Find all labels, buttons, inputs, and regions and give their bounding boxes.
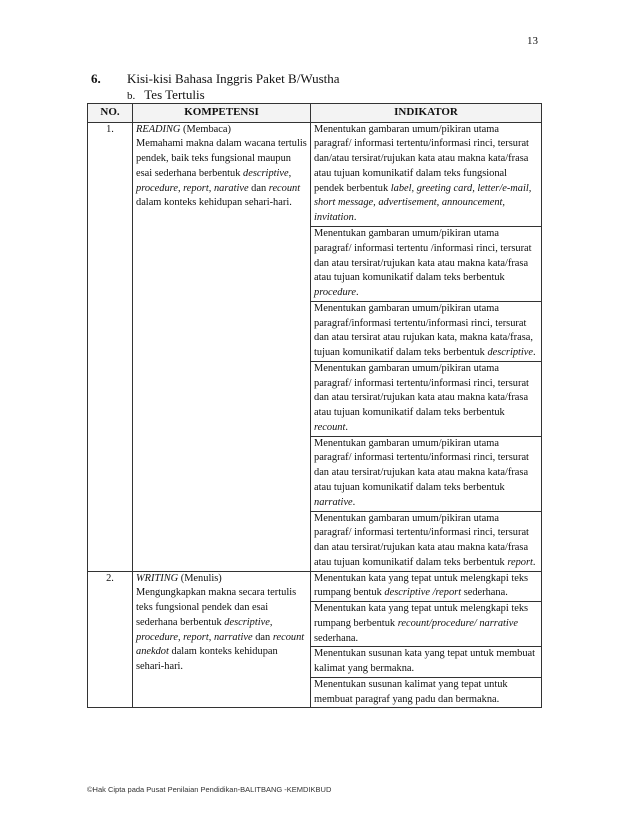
indikator-text: Menentukan kata yang tepat untuk melengkapi teks rumpang bentuk <box>314 572 529 599</box>
text-type: report <box>183 182 209 194</box>
text-type: procedure <box>136 631 178 643</box>
subsection-title: Tes Tertulis <box>144 87 205 102</box>
kompetensi-text: Mengungkapkan makna secara tertulis teks fungsional pendek dan esai sederhana berbentuk <box>136 587 297 628</box>
text-type: narrative <box>213 631 253 643</box>
table-row <box>88 571 542 602</box>
indikator-cell <box>311 122 542 226</box>
text-type: narative <box>213 182 249 194</box>
indikator-cell <box>311 647 542 678</box>
indikator-text: Menentukan gambaran umum/pikiran utama paragraf/ informasi tertentu/informasi rinci, tersurat dan atau tersirat/rujukan kata atau makna kata/frasa atau tujuan komunikatif dalam teks berbentuk <box>314 362 529 419</box>
indikator-cell <box>311 226 542 301</box>
indikator-term: recount <box>314 421 346 433</box>
skill-name: WRITING <box>136 572 179 584</box>
indikator-term: label, greeting card, letter/e-mail, short message, advertisement, announcement, invitation <box>314 182 532 224</box>
text-type: descriptive <box>224 616 270 628</box>
indikator-end: . <box>533 347 536 359</box>
indikator-text: Menentukan gambaran umum/pikiran utama paragraf/ informasi tertentu/informasi rinci, tersurat dan/atau tersirat/rujukan kata atau makna kata/frasa atau tujuan komunikatif dalam teks fungsional pendek berbentuk <box>314 123 529 194</box>
indikator-text: Menentukan gambaran umum/pikiran utama paragraf/ informasi tertentu /informasi rinci, tersurat dan atau tersirat/rujukan kata atau makna kata/frasa atau tujuan komunikatif dalam teks berbentuk <box>314 227 532 284</box>
indikator-text: Menentukan susunan kata yang tepat untuk membuat kalimat yang bermakna. <box>314 648 536 675</box>
page-number: 13 <box>527 35 538 47</box>
kompetensi-cell <box>133 122 311 571</box>
text-type: report <box>183 631 209 643</box>
text-type: procedure <box>136 182 178 194</box>
indikator-term: narrative <box>314 496 353 508</box>
indikator-end: . <box>345 421 348 433</box>
indikator-text: Menentukan gambaran umum/pikiran utama paragraf/ informasi tertentu/informasi rinci, tersurat dan atau tersirat/rujukan kata atau makna kata/frasa atau tujuan komunikatif dalam teks berbentuk <box>314 437 529 493</box>
kisi-kisi-table <box>87 103 542 708</box>
header-kompetensi: KOMPETENSI <box>133 104 311 123</box>
indikator-end: . <box>355 287 359 299</box>
indikator-cell <box>311 602 542 647</box>
row-number: 2. <box>88 571 133 708</box>
kompetensi-cell <box>133 571 311 708</box>
indikator-cell <box>311 301 542 361</box>
skill-gloss: (Menulis) <box>178 572 222 584</box>
text-type: recount anekdot <box>136 631 305 658</box>
indikator-text: Menentukan gambaran umum/pikiran utama paragraf/informasi tertentu/informasi rinci, tersurat dan atau tersirat atau rujukan kata, makna kata/frasa, tujuan komunikatif dalam teks berbentuk <box>314 302 533 359</box>
indikator-cell <box>311 571 542 602</box>
subsection-heading <box>127 87 205 103</box>
section-heading <box>91 71 340 87</box>
text-type: recount <box>268 182 301 194</box>
indikator-end: . <box>353 212 357 224</box>
separator: , <box>269 616 273 628</box>
table-row <box>88 122 542 226</box>
indikator-term: descriptive <box>487 347 534 359</box>
indikator-cell <box>311 436 542 511</box>
text-type: descriptive <box>243 167 289 179</box>
kompetensi-text: Memahami makna dalam wacana tertulis pendek, baik teks fungsional maupun esai sederhana berbentuk <box>136 138 307 179</box>
indikator-cell <box>311 361 542 436</box>
indikator-end: sederhana. <box>461 587 508 599</box>
separator: dan <box>248 182 269 194</box>
separator: , <box>288 167 292 179</box>
separator: dan <box>252 631 273 643</box>
indikator-term: recount/procedure/ narrative <box>397 617 519 629</box>
indikator-cell <box>311 677 542 708</box>
subsection-letter: b. <box>127 90 136 102</box>
separator: , <box>208 631 214 643</box>
indikator-text: Menentukan kata yang tepat untuk melengkapi teks rumpang berbentuk <box>314 603 529 629</box>
header-indikator: INDIKATOR <box>311 104 542 123</box>
indikator-text: Menentukan susunan kalimat yang tepat untuk membuat paragraf yang padu dan bermakna. <box>314 678 508 705</box>
kompetensi-text: dalam konteks kehidupan sehari-hari. <box>136 197 292 209</box>
indikator-end: sederhana. <box>314 632 359 644</box>
row-number: 1. <box>88 122 133 571</box>
indikator-term: descriptive /report <box>384 587 462 599</box>
separator: , <box>177 182 184 194</box>
separator: , <box>177 631 184 643</box>
indikator-term: procedure <box>314 287 356 299</box>
copyright-footer: ©Hak Cipta pada Pusat Penilaian Pendidikan-BALITBANG -KEMDIKBUD <box>87 785 332 794</box>
table-header-row <box>88 104 542 123</box>
header-no: NO. <box>88 104 133 123</box>
skill-name: READING <box>136 123 181 135</box>
section-number: 6. <box>91 71 101 86</box>
indikator-end: . <box>532 556 536 568</box>
kompetensi-text: dalam konteks kehidupan sehari-hari. <box>136 646 278 673</box>
separator: , <box>208 182 214 194</box>
skill-gloss: (Membaca) <box>180 123 231 135</box>
indikator-cell <box>311 511 542 571</box>
indikator-term: report <box>507 556 533 568</box>
indikator-end: . <box>352 496 356 508</box>
section-title: Kisi-kisi Bahasa Inggris Paket B/Wustha <box>127 71 340 86</box>
indikator-text: Menentukan gambaran umum/pikiran utama paragraf/ informasi tertentu/informasi rinci, tersurat dan atau tersirat/rujukan kata atau makna kata/frasa atau tujuan komunikatif dalam teks berbentuk <box>314 512 529 568</box>
